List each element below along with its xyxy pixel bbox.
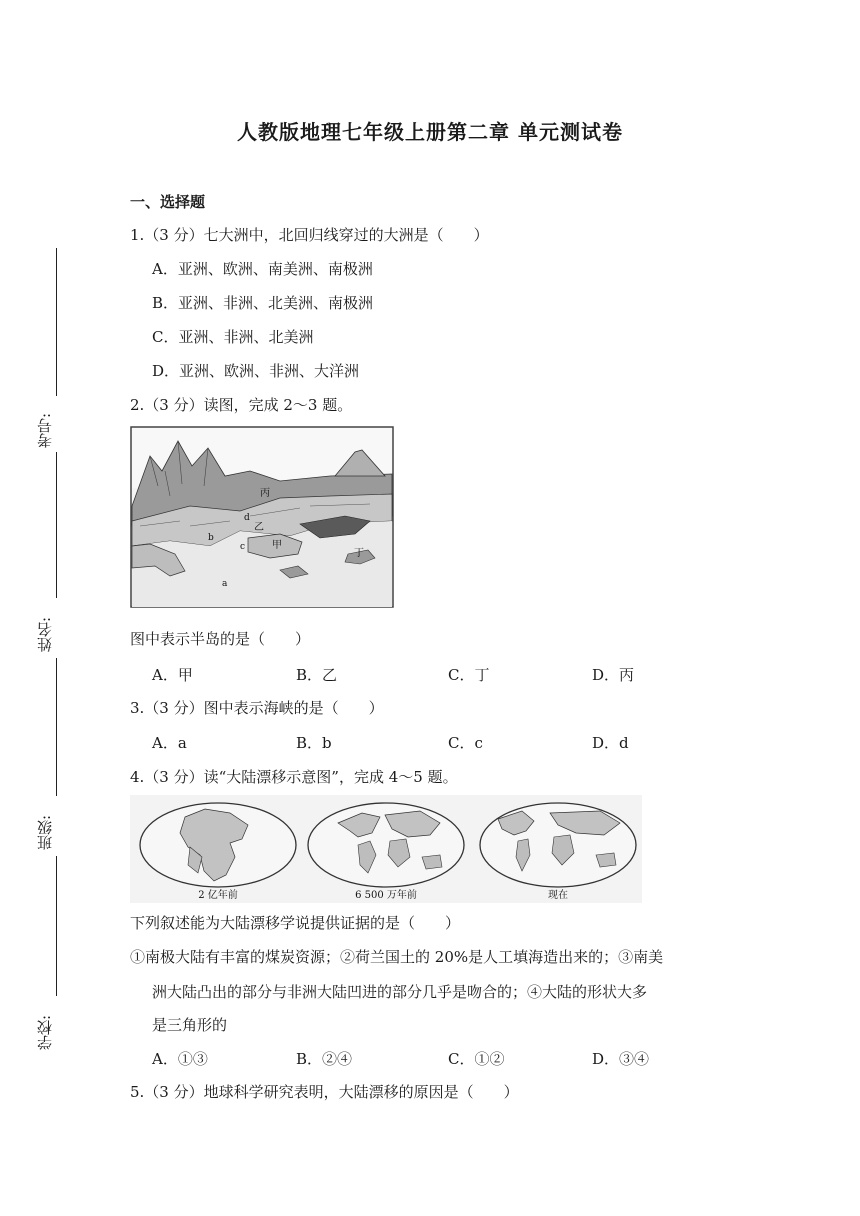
question-2-option-a: A．甲	[152, 666, 193, 684]
name-label: 姓名:	[36, 616, 54, 652]
question-4-statement-line-2: 洲大陆凸出的部分与非洲大陆凹进的部分几乎是吻合的；④大陆的形状大多	[152, 983, 648, 1001]
figure-label-bing: 丙	[260, 488, 270, 499]
question-3-stem: 3.（3 分）图中表示海峡的是（ ）	[130, 699, 384, 717]
question-4-sub: 下列叙述能为大陆漂移学说提供证据的是（ ）	[130, 914, 461, 932]
question-4-stem: 4.（3 分）读“大陆漂移示意图”，完成 4～5 题。	[130, 768, 458, 786]
question-1-option-d: D．亚洲、欧洲、非洲、大洋洲	[152, 362, 360, 380]
question-3-option-a: A．a	[152, 734, 187, 752]
question-2-option-d: D．丙	[592, 666, 635, 684]
question-4-option-a: A．①③	[152, 1050, 208, 1068]
question-3-option-b: B．b	[296, 734, 332, 752]
question-2-option-c: C．丁	[448, 666, 490, 684]
question-4-option-b: B．②④	[296, 1050, 353, 1068]
question-4-option-c: C．①②	[448, 1050, 505, 1068]
figure-label-d: d	[244, 513, 250, 523]
page-title: 人教版地理七年级上册第二章 单元测试卷	[237, 120, 623, 144]
name-line	[56, 452, 57, 598]
question-1-option-b: B．亚洲、非洲、北美洲、南极洲	[152, 294, 374, 312]
question-1-stem: 1.（3 分）七大洲中，北回归线穿过的大洲是（ ）	[130, 226, 489, 244]
question-1-option-c: C．亚洲、非洲、北美洲	[152, 328, 314, 346]
question-3-option-d: D．d	[592, 734, 629, 752]
figure-label-ding: 丁	[354, 548, 364, 559]
figure-label-yi: 乙	[254, 522, 264, 533]
question-3-option-c: C．c	[448, 734, 483, 752]
exam-no-label: 考号:	[36, 412, 54, 448]
section-heading: 一、选择题	[130, 193, 206, 211]
landscape-figure	[130, 426, 395, 609]
school-line	[56, 856, 57, 996]
continental-drift-figure	[130, 795, 642, 903]
question-5-stem: 5.（3 分）地球科学研究表明，大陆漂移的原因是（ ）	[130, 1083, 519, 1101]
figure-label-a: a	[222, 579, 228, 589]
figure-label-c: c	[240, 542, 246, 552]
class-line	[56, 658, 57, 796]
drift-caption-3: 现在	[548, 890, 568, 901]
figure-label-jia: 甲	[272, 540, 282, 551]
class-label: 班级:	[36, 814, 54, 850]
drift-caption-1: 2 亿年前	[198, 890, 238, 901]
question-4-statement-line-1: ①南极大陆有丰富的煤炭资源；②荷兰国土的 20%是人工填海造出来的；③南美	[130, 948, 664, 966]
question-4-option-d: D．③④	[592, 1050, 650, 1068]
figure-label-b: b	[208, 533, 214, 543]
question-2-option-b: B．乙	[296, 666, 338, 684]
question-1-option-a: A．亚洲、欧洲、南美洲、南极洲	[152, 260, 373, 278]
school-label: 学校:	[36, 1014, 54, 1050]
question-4-statement-line-3: 是三角形的	[152, 1016, 228, 1034]
question-2-sub: 图中表示半岛的是（ ）	[130, 630, 311, 648]
drift-caption-2: 6 500 万年前	[355, 890, 417, 901]
exam-no-line	[56, 248, 57, 396]
question-2-stem: 2.（3 分）读图，完成 2～3 题。	[130, 396, 353, 414]
